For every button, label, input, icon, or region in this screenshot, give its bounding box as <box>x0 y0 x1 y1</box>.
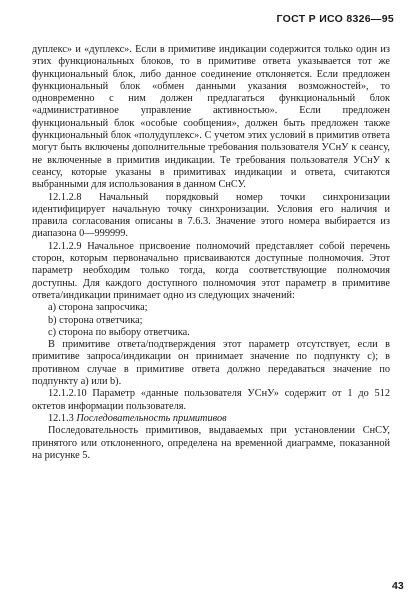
section-number: 12.1.3 <box>48 412 74 424</box>
list-item: а) сторона запросчика; <box>48 302 148 314</box>
section-title: Последовательность примитивов <box>76 412 227 424</box>
paragraph-12-1-2-8: 12.1.2.8 Начальный порядковый номер точки синхронизации идентифицирует начальную точку синхронизации. Условия его наличия и правила согласования описаны в 7.6.3. Значение этого номера выбирается из диапазона 0—999999. <box>32 191 390 240</box>
paragraph-response-note: В примитиве ответа/подтверждения этот параметр отсутствует, если в примитиве запроса/индикации он принимает значение по подпункту с); в противном случае в примитиве ответа должно передаваться значение по подпункту а) или b). <box>32 339 390 388</box>
document-body <box>32 44 390 462</box>
page-header: ГОСТ Р ИСО 8326—95 <box>276 13 394 25</box>
page-number: 43 <box>392 580 404 592</box>
options-list <box>32 302 390 339</box>
paragraph-12-1-2-10: 12.1.2.10 Параметр «данные пользователя УСнУ» содержит от 1 до 512 октетов информации пользователя. <box>32 388 390 412</box>
paragraph-continuation: дуплекс» и «дуплекс». Если в примитиве индикации содержится только один из этих функциональных блоков, то в примитиве ответа указывается тот же функциональный блок, либо данное соединение отклоняется. Если предложен функциональный блок «обмен данными указания возможностей», то одновременно с ним должен предлагаться функциональный блок «административное управление активностью». Если предложен функциональный блок «особые сообщения», должен быть предложен также функциональный блок «полудуплекс». С учетом этих условий в примитив ответа могут быть включены дополнительные требования пользователя УСнУ к сеансу, не включенные в примитив индикации. Те требования пользователя УСнУ к сеансу, которые указаны в примитивах индикации и ответа, считаются выбранными для использования в данном СнСУ. <box>32 44 390 191</box>
section-heading <box>32 413 390 425</box>
paragraph-12-1-2-9: 12.1.2.9 Начальное присвоение полномочий представляет собой перечень сторон, которым первоначально присваиваются доступные полномочия. Этот параметр необходим только тогда, когда соответствующие полномочия доступны. Для каждого доступного полномочия этот параметр в примитиве ответа/индикации принимает одно из следующих значений: <box>32 240 390 301</box>
paragraph-sequence: Последовательность примитивов, выдаваемых при установлении СнСУ, принятого или отклоненного, определена на временной диаграмме, показанной на рисунке 5. <box>32 425 390 461</box>
list-item: с) сторона по выбору ответчика. <box>48 326 190 338</box>
list-item: b) сторона ответчика; <box>48 314 143 326</box>
